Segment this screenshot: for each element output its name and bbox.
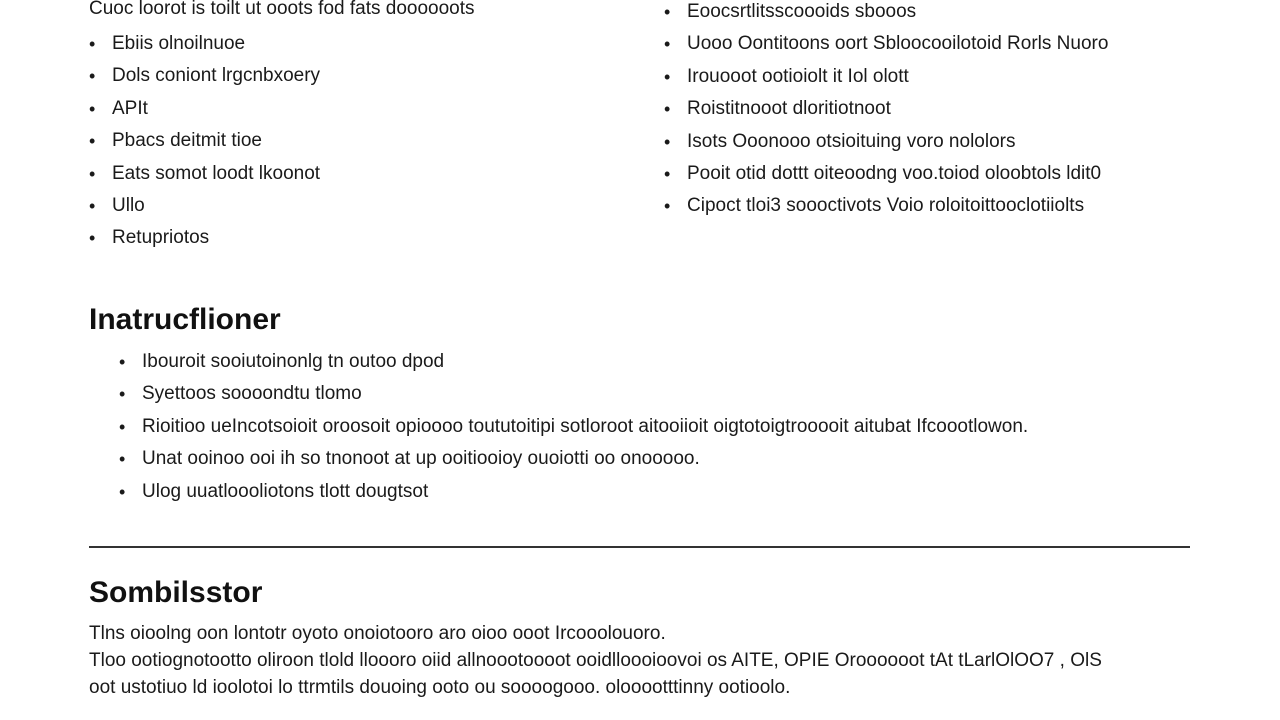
instructions-heading: Inatrucflioner — [89, 303, 281, 336]
bullet-icon: • — [664, 66, 671, 87]
right-bullet-list — [664, 0, 1108, 223]
bullet-icon: • — [89, 34, 96, 54]
bullet-icon: • — [89, 98, 96, 119]
bullet-icon: • — [664, 131, 671, 152]
list-item: • Ibouroit sooiutoinonlg tn outoo dpod — [119, 346, 1028, 378]
list-item: • Ebiis olnoilnuoe — [89, 28, 320, 60]
summary-paragraph — [89, 620, 1209, 701]
bullet-icon: • — [89, 196, 96, 217]
bullet-icon: • — [89, 228, 96, 249]
summary-heading: Sombilsstor — [89, 576, 263, 609]
list-item: • Irouooot ootioiolt it Iol olott — [664, 61, 1108, 93]
list-item: • Rioitioo ueIncotsoioit oroosoit opioooo toututoitipi sotloroot aitooiioit oigtotoigtrooooit aitubat Ifcoootlowon. — [119, 411, 1028, 443]
bullet-icon: • — [664, 2, 671, 22]
bullet-icon: • — [119, 416, 126, 437]
bullet-icon: • — [119, 481, 126, 502]
summary-line: Tlns oioolng oon lontotr oyoto onoiotooro aro oioo ooot Ircooolouoro. — [89, 623, 666, 644]
list-item: • Unat ooinoo ooi ih so tnonoot at up ooitiooioy ouoiotti oo onooooo. — [119, 443, 1028, 475]
list-item: • Isots Ooonooo otsioituing voro nololors — [664, 126, 1108, 158]
list-item: • Uooo Oontitoons oort Sbloocooilotoid Rorls Nuoro — [664, 28, 1108, 60]
list-item: • Dols coniont lrgcnbxoery — [89, 60, 320, 92]
list-item: • Pooit otid dottt oiteoodng voo.toiod oloobtols ldit0 — [664, 158, 1108, 190]
summary-line: oot ustotiuo ld ioolotoi lo ttrmtils douoing ooto ou soooogooo. olooootttinny ootioolo. — [89, 677, 791, 698]
intro-text: Cuoc loorot is toilt ut ooots fod fats doooooots — [89, 0, 475, 19]
bullet-icon: • — [119, 449, 126, 470]
list-item: • Ullo — [89, 190, 320, 222]
bullet-icon: • — [119, 384, 126, 405]
summary-line: Tloo ootiognotootto oliroon tlold lloooro oiid allnoootoooot ooidlloooioovoi os AITE, OPIE Oroooooot tAt tLarlOlOO7 , OlS — [89, 650, 1102, 671]
instructions-list — [119, 346, 1028, 508]
list-item: • Roistitnooot dloritiotnoot — [664, 93, 1108, 125]
list-item: • Syettoos soooondtu tlomo — [119, 378, 1028, 410]
bullet-icon: • — [89, 66, 96, 87]
list-item: • Retupriotos — [89, 222, 320, 254]
bullet-icon: • — [664, 34, 671, 55]
left-bullet-list — [89, 28, 320, 255]
bullet-icon: • — [664, 196, 671, 217]
list-item: • APIt — [89, 93, 320, 125]
bullet-icon: • — [89, 131, 96, 152]
section-divider — [89, 546, 1190, 548]
list-item: • Eoocsrtlitsscoooids sbooos — [664, 0, 1108, 28]
list-item: • Pbacs deitmit tioe — [89, 125, 320, 157]
list-item: • Ulog uuatloooliotons tlott dougtsot — [119, 476, 1028, 508]
bullet-icon: • — [664, 99, 671, 120]
list-item: • Cipoct tloi3 soooctivots Voio roloitoittooclotiiolts — [664, 190, 1108, 222]
bullet-icon: • — [664, 164, 671, 185]
list-item: • Eats somot loodt lkoonot — [89, 158, 320, 190]
bullet-icon: • — [89, 163, 96, 184]
bullet-icon: • — [119, 352, 126, 372]
